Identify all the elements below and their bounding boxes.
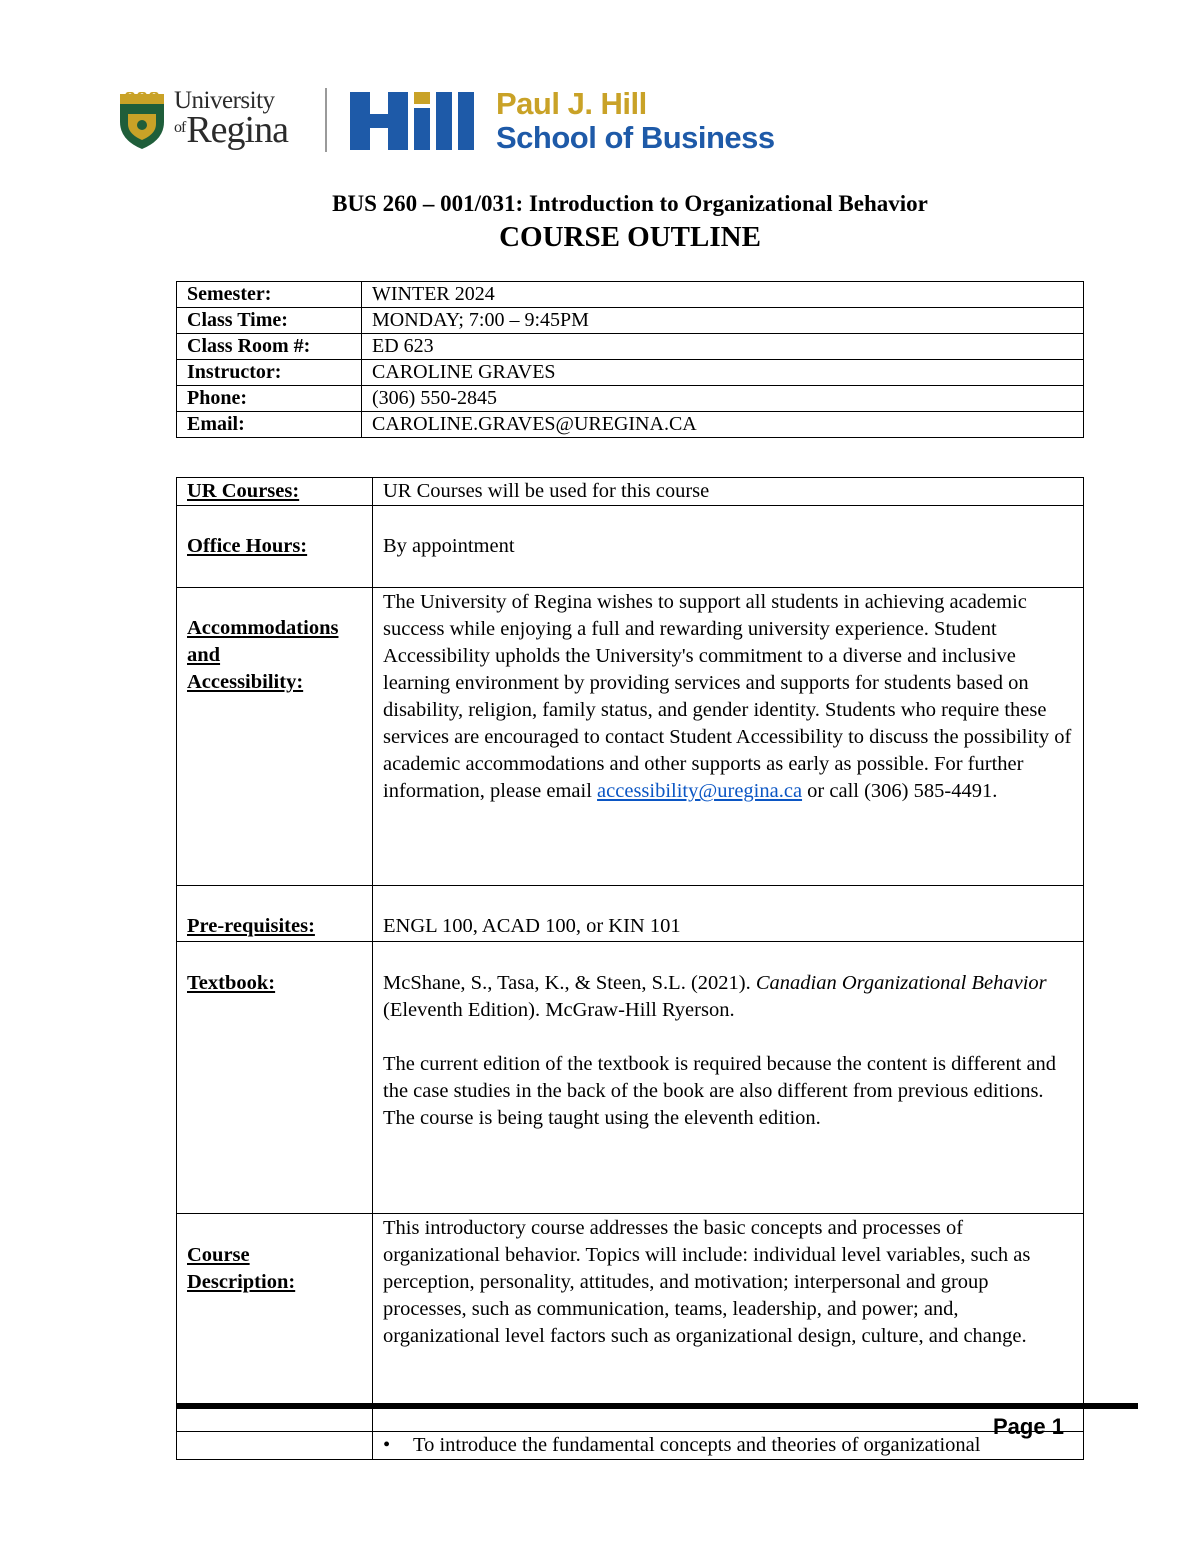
ur-courses-value: UR Courses will be used for this course <box>373 478 1084 506</box>
info-label-semester: Semester: <box>177 282 362 308</box>
accessibility-email-link[interactable]: accessibility@uregina.ca <box>597 780 803 802</box>
course-details-table <box>176 477 1084 1460</box>
logo-divider <box>325 88 327 152</box>
textbook-note: The current edition of the textbook is required because the content is different and the case studies in the back of the book are also different from previous editions. The course is being taught using the eleventh edition. <box>383 1053 1057 1129</box>
table-row <box>177 412 1084 438</box>
table-row <box>177 506 1084 588</box>
table-row <box>177 478 1084 506</box>
objectives-value <box>373 1432 1084 1460</box>
info-value-class-room: ED 623 <box>362 334 1084 360</box>
info-value-semester: WINTER 2024 <box>362 282 1084 308</box>
accommodations-label: Accommodations and Accessibility: <box>177 588 373 886</box>
info-value-phone: (306) 550-2845 <box>362 386 1084 412</box>
course-description-label: Course Description: <box>177 1214 373 1432</box>
page-number: Page 1 <box>993 1414 1064 1439</box>
objectives-label <box>177 1432 373 1460</box>
info-label-class-time: Class Time: <box>177 308 362 334</box>
header-logos <box>118 86 818 156</box>
table-row <box>177 334 1084 360</box>
course-info-table <box>176 281 1084 438</box>
university-crest-icon <box>118 92 166 150</box>
table-row <box>177 588 1084 886</box>
office-hours-label: Office Hours: <box>177 506 373 588</box>
school-name-line2: School of Business <box>496 120 775 155</box>
info-label-class-room: Class Room #: <box>177 334 362 360</box>
textbook-label: Textbook: <box>177 942 373 1214</box>
hill-wordmark-logo <box>350 92 480 150</box>
course-description-text: This introductory course addresses the basic concepts and processes of organizational behavior. Topics will include: individual level variables, such as perception, personality, attitudes, and motivation; interpersonal and group processes, such as communication, teams, leadership, and power; and, organizational level factors such as organizational design, culture, and change. <box>373 1214 1084 1432</box>
footer-rule <box>176 1403 1138 1409</box>
school-name-line1: Paul J. Hill <box>496 86 647 121</box>
course-title: BUS 260 – 001/031: Introduction to Organizational Behavior <box>332 191 928 216</box>
ur-courses-label: UR Courses: <box>177 478 373 506</box>
info-label-phone: Phone: <box>177 386 362 412</box>
table-row <box>177 886 1084 942</box>
table-row <box>177 942 1084 1214</box>
prerequisites-value: ENGL 100, ACAD 100, or KIN 101 <box>373 886 1084 942</box>
table-row <box>177 1432 1084 1460</box>
table-row <box>177 386 1084 412</box>
university-wordmark: University $^{of}$Regina <box>174 87 288 151</box>
table-row <box>177 308 1084 334</box>
office-hours-value: By appointment <box>373 506 1084 588</box>
textbook-value <box>373 942 1084 1214</box>
info-value-class-time: MONDAY; 7:00 – 9:45PM <box>362 308 1084 334</box>
info-label-instructor: Instructor: <box>177 360 362 386</box>
info-label-email: Email: <box>177 412 362 438</box>
accommodations-text: The University of Regina wishes to support all students in achieving academic success while enjoying a full and rewarding university experience. Student Accessibility upholds the University's commitment to a diverse and inclusive learning environment by providing services and supports for students based on disability, religion, family status, and gender identity. Students who require these services are encouraged to contact Student Accessibility to discuss the possibility of academic accommodations and other supports as early as possible. For further information, please email accessibility@uregina.ca or call (306) 585-4491. <box>373 588 1084 886</box>
table-row <box>177 360 1084 386</box>
document-subtitle: COURSE OUTLINE <box>499 221 761 253</box>
list-item: • To introduce the fundamental concepts and theories of organizational <box>383 1432 1073 1459</box>
table-row <box>177 1214 1084 1432</box>
textbook-citation: McShane, S., Tasa, K., & Steen, S.L. (2021). Canadian Organizational Behavior (Eleventh Edition). McGraw-Hill Ryerson. <box>383 972 1047 1021</box>
table-row <box>177 282 1084 308</box>
info-value-instructor: CAROLINE GRAVES <box>362 360 1084 386</box>
info-value-email: CAROLINE.GRAVES@UREGINA.CA <box>362 412 1084 438</box>
prerequisites-label: Pre-requisites: <box>177 886 373 942</box>
